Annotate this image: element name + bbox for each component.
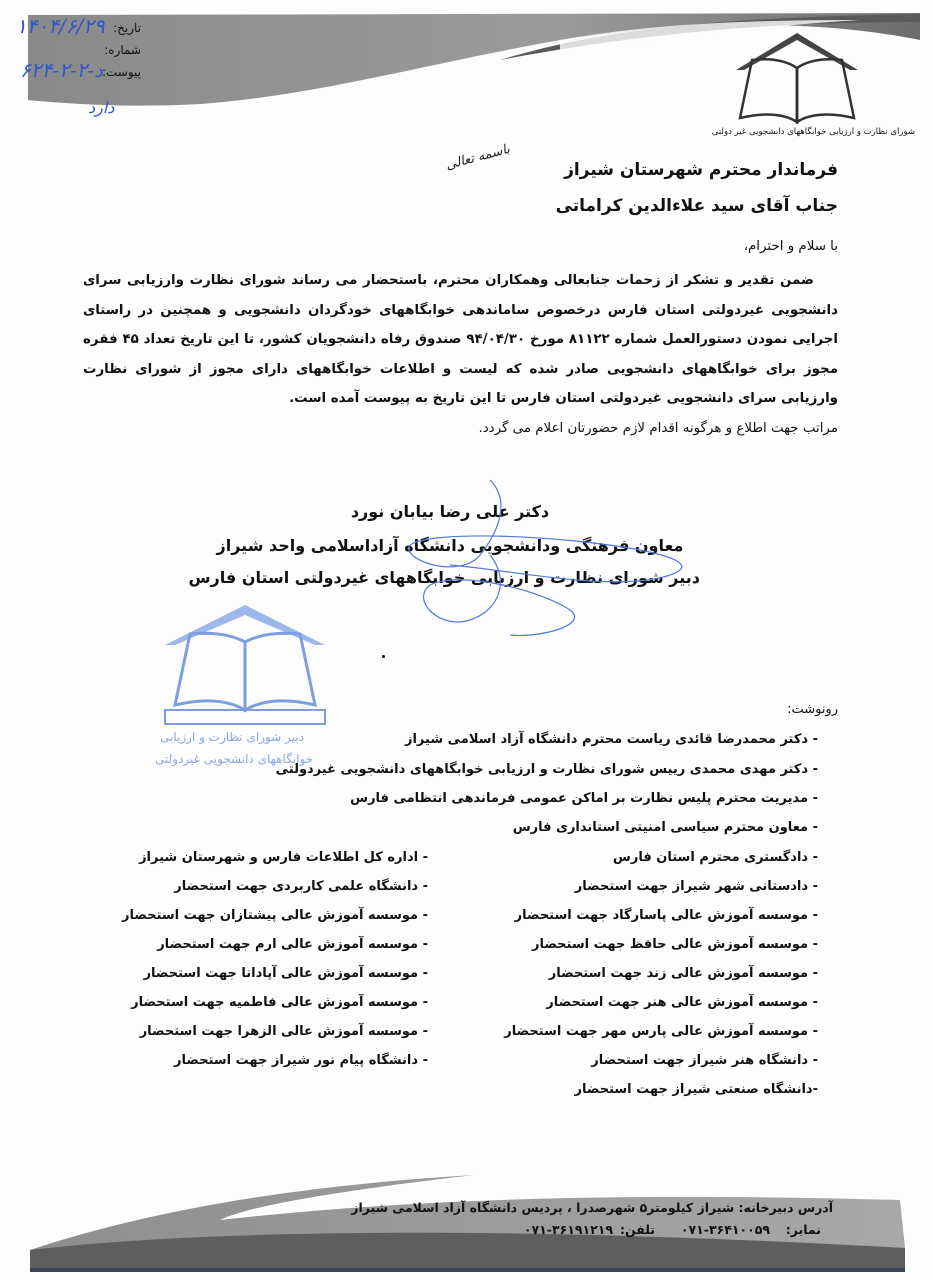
body-paragraph: ضمن تقدیر و تشکر از زحمات جنابعالی وهمکاران محترم، باستحضار می رساند شورای نظارت وارزیابی سرای دانشجویی غیردولتی استان فارس درخصوص ساماندهی خوابگاههای خودگردان دانشجویی و همچنین در راستای اجرایی نمودن دستورالعمل شماره ۸۱۱۲۲ مورخ ۹۴/۰۴/۳۰ صندوق رفاه دانشجویان کشور، تا این تاریخ تعداد ۴۵ فقره مجوز برای خوابگاههای دانشجویی صادر شده که لیست و اطلاعات خوابگاههای دارای مجوز از شورای نظارت وارزیابی سرای دانشجویی غیردولتی استان فارس تا این تاریخ به پیوست آمده است. [83,273,838,406]
organization-logo [730,30,865,125]
cc-item: - دانشگاه پیام نور شیراز جهت استحضار [174,1053,428,1068]
number-label: شماره: [104,43,141,57]
cc-item: - معاون محترم سیاسی امنیتی استانداری فارس [512,820,818,835]
footer-fax-label: نمابر: [785,1222,821,1237]
cc-item: - موسسه آموزش عالی آپادانا جهت استحضار [143,966,428,981]
footer-address: آدرس دبیرخانه: شیراز کیلومتر۵ شهرصدرا ، پردیس دانشگاه آزاد اسلامی شیراز [351,1200,833,1215]
footer-phone-number: ۰۷۱-۳۶۱۹۱۲۱۹ [523,1222,613,1237]
cc-item: - موسسه آموزش عالی فاطمیه جهت استحضار [131,995,428,1010]
cc-item: - موسسه آموزش عالی هنر جهت استحضار [546,995,818,1010]
addressee-line-1: فرماندار محترم شهرستان شیراز [564,160,838,180]
cc-item: - موسسه آموزش عالی پاسارگاد جهت استحضار [514,908,818,923]
footer-fax-number: ۰۷۱-۳۶۴۱۰۰۵۹ [680,1222,770,1237]
ink-dot [382,655,385,658]
cc-item: - اداره کل اطلاعات فارس و شهرستان شیراز [139,850,428,865]
signatory-title-1: معاون فرهنگی ودانشجویی دانشگاه آزاداسلامی واحد شیراز [216,536,684,555]
stamp-text-line-1: دبیر شورای نظارت و ارزیابی [160,730,304,744]
closing-line: مراتب جهت اطلاع و هرگونه اقدام لازم حضورتان اعلام می گردد. [478,420,838,436]
cc-item: - موسسه آموزش عالی پارس مهر جهت استحضار [504,1024,818,1039]
date-label: تاریخ: [113,21,141,35]
stamp-text-line-2: خوابگاههای دانشجویی غیردولتی [155,752,314,766]
handwritten-signature [340,470,720,645]
footer-phone-label: تلفن: [619,1222,655,1237]
cc-item: - موسسه آموزش عالی زند جهت استحضار [548,966,818,981]
cc-item: - دادستانی شهر شیراز جهت استحضار [574,879,818,894]
cc-item: - موسسه آموزش عالی حافظ جهت استحضار [531,937,818,952]
cc-item: - موسسه آموزش عالی پیشتازان جهت استحضار [122,908,428,923]
cc-item: - دادگستری محترم استان فارس [612,850,818,865]
handwritten-date: ۱۴۰۴/۶/۲۹ [16,14,105,38]
cc-item: - دانشگاه هنر شیراز جهت استحضار [591,1053,818,1068]
cc-item: - موسسه آموزش عالی ارم جهت استحضار [157,937,428,952]
attachment-label: پیوست: [101,65,141,79]
cc-item: - دکتر محمدرضا قائدی ریاست محترم دانشگاه آزاد اسلامی شیراز [404,732,818,747]
cc-item: - دانشگاه علمی کاربردی جهت استحضار [174,879,428,894]
letter-body [83,266,838,443]
logo-caption: شورای نظارت و ارزیابی خوابگاههای دانشجویی غیر دولتی [711,127,915,137]
cc-label: رونوشت: [787,702,838,717]
cc-item: - موسسه آموزش عالی الزهرا جهت استحضار [139,1024,428,1039]
handwritten-number: د-۲-۲-۶۲۴ [20,58,103,82]
addressee-line-2: جناب آقای سید علاءالدین کراماتی [555,196,838,216]
cc-item: -دانشگاه صنعتی شیراز جهت استحضار [574,1082,818,1097]
greeting: با سلام و احترام، [743,239,838,254]
bismillah-calligraphy: باسمه تعالی [444,141,512,174]
handwritten-attachment: دارد [88,98,115,117]
cc-item: - دکتر مهدی محمدی رییس شورای نظارت و ارزیابی خوابگاههای دانشجویی غیردولتی [275,762,818,777]
signatory-name: دکتر علی رضا بیابان نورد [350,502,550,521]
cc-item: - مدیریت محترم پلیس نظارت بر اماکن عمومی فرماندهی انتظامی فارس [350,791,818,806]
signatory-title-2: دبیر شورای نظارت و ارزیابی خوابگاههای غیردولتی استان فارس [188,568,700,587]
